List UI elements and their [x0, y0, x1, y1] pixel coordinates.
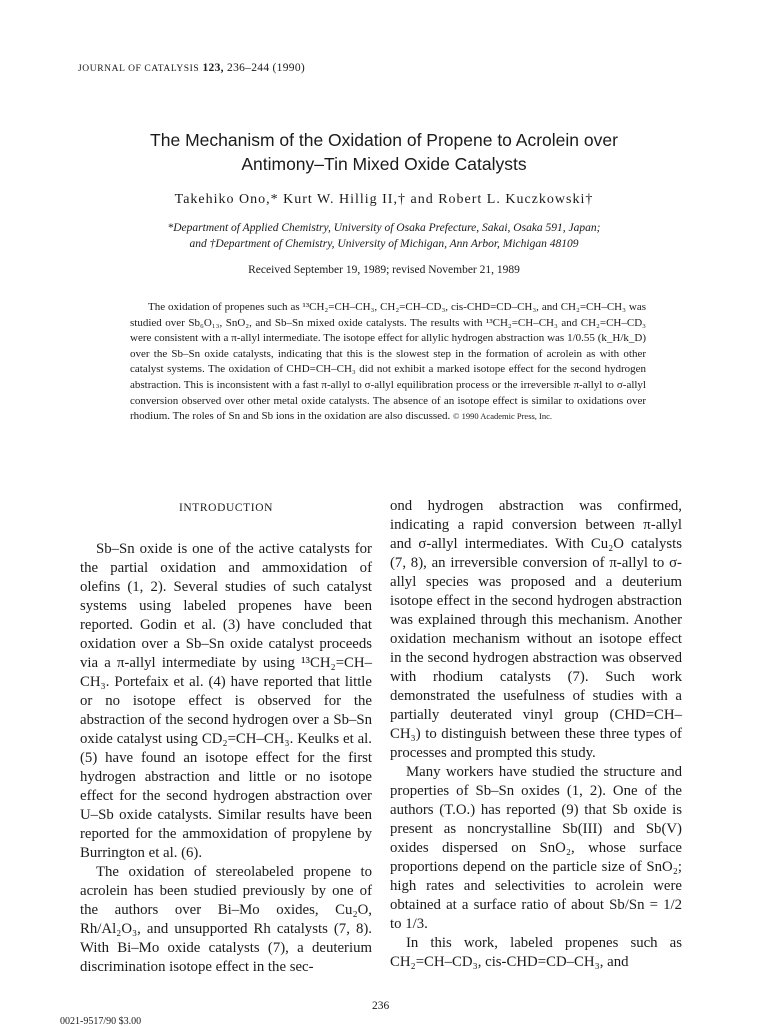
- journal-pages: 236–244 (1990): [227, 62, 305, 74]
- affiliation-2: and †Department of Chemistry, University of Michigan, Ann Arbor, Michigan 48109: [189, 238, 579, 250]
- right-column: [390, 497, 682, 972]
- paragraph: Sb–Sn oxide is one of the active catalysts for the partial oxidation and ammoxidation of olefins (1, 2). Several studies of such catalyst systems using labeled propenes have been reported. Godin et al. (3) have concluded that oxidation over a Sb–Sn oxide catalyst proceeds via a π-allyl intermediate by using ¹³CH₂=CH–CH₃. Portefaix et al. (4) have reported that little or no isotope effect is observed for the abstraction of the second hydrogen over a Sb–Sn oxide catalyst using CD₂=CH–CH₃. Keulks et al. (5) have found an isotope effect for the first hydrogen abstraction and little or no isotope effect for the second hydrogen abstraction over U–Sb oxide catalysts. Similar results have been reported for the ammoxidation of propylene by Burrington et al. (6).: [80, 541, 372, 861]
- paper-title: [60, 128, 708, 176]
- journal-header: [78, 62, 305, 74]
- paragraph: In this work, labeled propenes such as CH₂=CH–CD₃, cis-CHD=CD–CH₃, and: [390, 935, 682, 970]
- journal-name: JOURNAL OF CATALYSIS: [78, 64, 200, 74]
- left-column: [80, 497, 372, 977]
- title-line-1: The Mechanism of the Oxidation of Propene to Acrolein over: [150, 130, 618, 150]
- footer-code: 0021-9517/90 $3.00: [60, 1016, 142, 1027]
- journal-volume: 123,: [202, 62, 224, 74]
- page-number: 236: [372, 1000, 390, 1012]
- paragraph: Many workers have studied the structure and properties of Sb–Sn oxides (1, 2). One of the authors (T.O.) has reported (9) that Sb oxide is present as noncrystalline Sb(III) and Sb(V) oxides dispersed on SnO₂, whose surface proportions depend on the particle size of SnO₂; high rates and selectivities to acrolein were obtained at a surface ratio of about Sb/Sn = 1/2 to 1/3.: [390, 764, 682, 932]
- copyright: © 1990 Academic Press, Inc.: [453, 411, 553, 422]
- title-line-2: Antimony–Tin Mixed Oxide Catalysts: [241, 154, 527, 174]
- authors: Takehiko Ono,* Kurt W. Hillig II,† and Robert L. Kuczkowski†: [174, 192, 594, 207]
- paragraph: ond hydrogen abstraction was confirmed, indicating a rapid conversion between π-allyl and σ-allyl intermediates. With Cu₂O catalysts (7, 8), an irreversible conversion of π-allyl to σ-allyl species was proposed and a deuterium isotope effect in the second hydrogen abstraction was explained through this mechanism. Another oxidation mechanism without an isotope effect in the second hydrogen abstraction was observed with rhodium catalysts (7). Such work demonstrated the usefulness of studies with a partially deuterated vinyl group (CHD=CH–CH₃) to distinguish between these three types of processes and prompted this study.: [390, 498, 682, 761]
- affiliation-1: *Department of Applied Chemistry, University of Osaka Prefecture, Sakai, Osaka 591, Japan;: [167, 222, 601, 234]
- received-dates: Received September 19, 1989; revised November 21, 1989: [248, 264, 520, 276]
- section-heading: INTRODUCTION: [178, 502, 274, 514]
- affiliations: [100, 220, 668, 252]
- paragraph: The oxidation of stereolabeled propene to acrolein has been studied previously by one of the authors over Bi–Mo oxides, Cu₂O, Rh/Al₂O₃, and unsupported Rh catalysts (7, 8). With Bi–Mo oxide catalysts (7), a deuterium discrimination isotope effect in the sec-: [80, 864, 372, 975]
- abstract-text: The oxidation of propenes such as ¹³CH₂=CH–CH₃, CH₂=CH–CD₃, cis-CHD=CD–CH₃, and CH₂=CH–CH₃ was studied over Sb₆O₁₃, SnO₂, and Sb–Sn mixed oxide catalysts. The results with ¹³CH₂=CH–CH₃ and CH₂=CH–CD₃ were consistent with a π-allyl intermediate. The isotope effect for allylic hydrogen abstraction was 1/0.55 (k_H/k_D) over the Sb–Sn oxide catalysts, indicating that this is the slowest step in the formation of acrolein as with other catalyst systems. The oxidation of CHD=CH–CH₃ did not exhibit a marked isotope effect for the second hydrogen abstraction. This is inconsistent with a fast π-allyl to σ-allyl equilibration process or the irreversible π-allyl to σ-allyl conversion observed over other metal oxide catalysts. The absence of an isotope effect is similar to oxidations over rhodium. The roles of Sn and Sb ions in the oxidation are also discussed.: [130, 301, 646, 423]
- abstract: [130, 300, 646, 425]
